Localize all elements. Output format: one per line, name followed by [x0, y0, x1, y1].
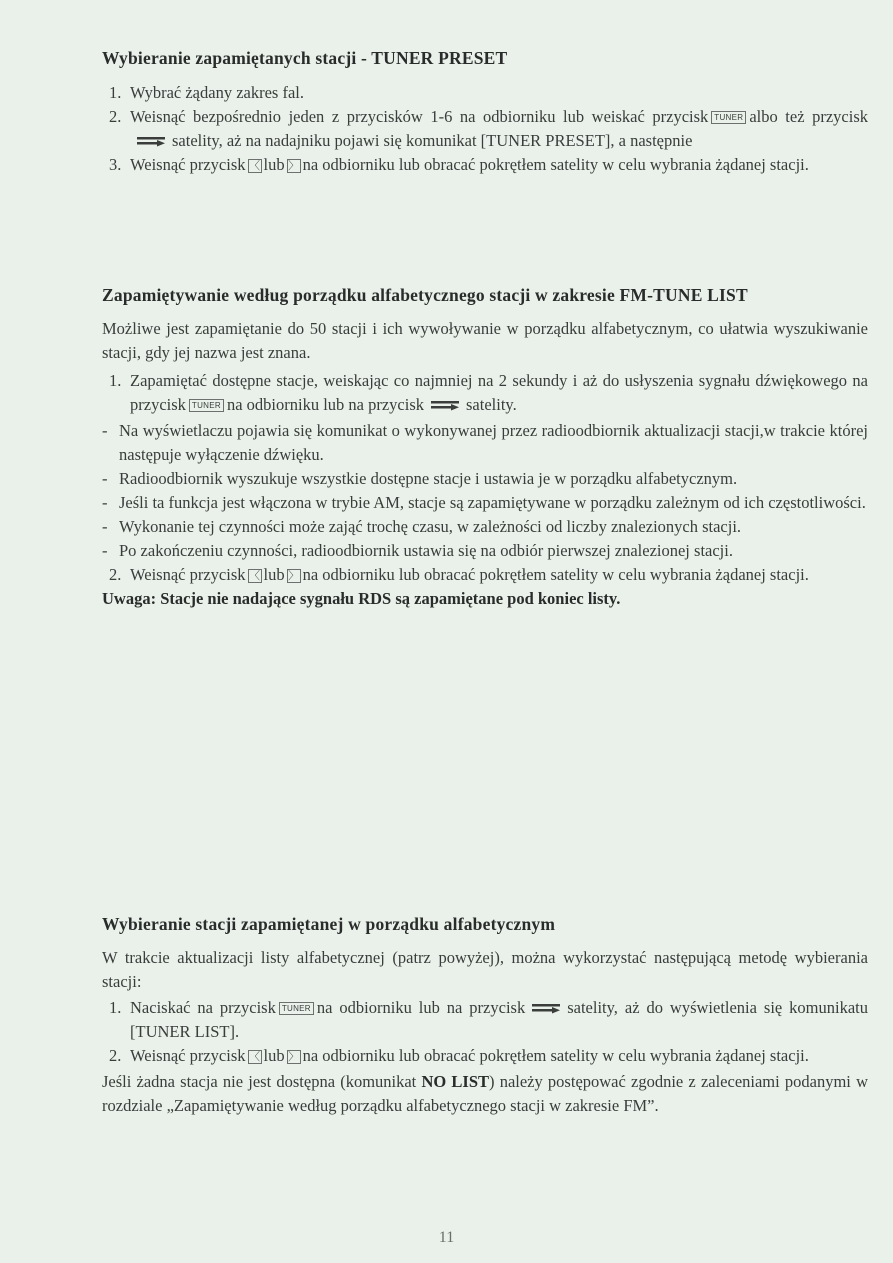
- list-text: lub: [263, 1046, 285, 1065]
- list-number: 1.: [109, 83, 122, 102]
- dash-text: Jeśli ta funkcja jest włączona w trybie AM, stacje są zapamiętywane w porządku zależnym od ich częstotliwości.: [119, 493, 866, 512]
- list-text: Weisnąć przycisk: [130, 565, 246, 584]
- dash-marker: -: [102, 517, 108, 536]
- list-item: [102, 369, 868, 417]
- section-tuner-list: [102, 283, 868, 611]
- dash-item: [102, 467, 868, 491]
- left-arrow-key-icon: 〈: [249, 159, 260, 172]
- tuner-key-icon: TUNER: [279, 1002, 314, 1015]
- list-item: [102, 105, 868, 153]
- left-arrow-key-icon: 〈: [249, 569, 260, 582]
- satellite-control-icon: [531, 1002, 561, 1014]
- outro-bold-text: NO LIST: [421, 1072, 490, 1091]
- list-text: Weisnąć przycisk: [130, 1046, 246, 1065]
- dash-text: Wykonanie tej czynności może zająć trochę czasu, w zależności od liczby znalezionych stacji.: [119, 517, 742, 536]
- section-intro: W trakcie aktualizacji listy alfabetycznej (patrz powyżej), można wykorzystać następującą metodę wybierania stacji:: [102, 948, 868, 991]
- right-arrow-key-icon: 〉: [288, 159, 300, 172]
- list-text: albo też przycisk: [749, 107, 868, 126]
- list-number: 3.: [109, 155, 122, 174]
- note-text: Uwaga: Stacje nie nadające sygnału RDS są zapamiętane pod koniec listy.: [102, 589, 621, 608]
- list-text: Weisnąć bezpośrednio jeden z przycisków 1-6 na odbiorniku lub weiskać przycisk: [130, 107, 709, 126]
- list-text: na odbiorniku lub na przycisk: [226, 395, 425, 414]
- list-number: 2.: [109, 565, 122, 584]
- dash-item: [102, 419, 868, 467]
- tuner-key-icon: TUNER: [189, 399, 224, 412]
- dash-text: Radioodbiornik wyszukuje wszystkie dostępne stacje i ustawia je w porządku alfabetycznym.: [119, 469, 738, 488]
- list-text: Weisnąć przycisk: [130, 155, 246, 174]
- list-text: na odbiorniku lub obracać pokrętłem satelity w celu wybrania żądanej stacji.: [302, 565, 809, 584]
- dash-item: [102, 491, 868, 515]
- list-item: [102, 153, 868, 177]
- section-title-tuner-preset: Wybieranie zapamiętanych stacji - TUNER PRESET: [102, 48, 508, 68]
- page-number: 11: [438, 1229, 455, 1246]
- list-text: lub: [263, 155, 285, 174]
- dash-text: Po zakończeniu czynności, radioodbiornik ustawia się na odbiór pierwszej znalezionej stacji.: [119, 541, 733, 560]
- left-arrow-key-icon: 〈: [249, 1050, 260, 1063]
- list-text: Naciskać na przycisk: [130, 998, 276, 1017]
- list-text: na odbiorniku lub obracać pokrętłem satelity w celu wybrania żądanej stacji.: [302, 155, 809, 174]
- satellite-control-icon: [430, 399, 460, 411]
- list-text: na odbiorniku lub obracać pokrętłem satelity w celu wybrania żądanej stacji.: [302, 1046, 809, 1065]
- section-tuner-preset: [102, 46, 868, 177]
- list-text: satelity, aż do wyświetlenia się komunikatu [TUNER LIST].: [130, 998, 869, 1041]
- section-title-alphabetical-select: Wybieranie stacji zapamiętanej w porządku alfabetycznym: [102, 914, 556, 934]
- section-outro: [102, 1070, 868, 1118]
- section-title-tuner-list: Zapamiętywanie według porządku alfabetycznego stacji w zakresie FM-TUNE LIST: [102, 285, 748, 305]
- list-item: [102, 81, 868, 105]
- dash-list: [102, 419, 868, 563]
- dash-item: [102, 515, 868, 539]
- list-number: 2.: [109, 107, 122, 126]
- dash-marker: -: [102, 469, 108, 488]
- list-item: [102, 563, 868, 587]
- list-text: satelity, aż na nadajniku pojawi się komunikat [TUNER PRESET], a następnie: [172, 131, 693, 150]
- dash-marker: -: [102, 541, 108, 560]
- outro-text: ) należy postępować zgodnie z zaleceniami podanymi w rozdziale „Zapamiętywanie według porządku alfabetycznego stacji w zakresie FM”.: [102, 1072, 868, 1115]
- list-text: Zapamiętać dostępne stacje, weiskając co najmniej na 2 sekundy i aż do usłyszenia sygnału dźwiękowego na przycisk: [130, 371, 868, 414]
- tuner-preset-steps: [102, 81, 868, 177]
- dash-marker: -: [102, 421, 108, 440]
- dash-marker: -: [102, 493, 108, 512]
- list-text: Wybrać żądany zakres fal.: [130, 83, 304, 102]
- right-arrow-key-icon: 〉: [288, 569, 300, 582]
- satellite-control-icon: [136, 135, 166, 147]
- right-arrow-key-icon: 〉: [288, 1050, 300, 1063]
- list-text: satelity.: [466, 395, 517, 414]
- dash-text: Na wyświetlaczu pojawia się komunikat o wykonywanej przez radioodbiornik aktualizacji stacji,w trakcie której następuje wyłączenie dźwięku.: [119, 421, 868, 464]
- list-text: na odbiorniku lub na przycisk: [316, 998, 526, 1017]
- list-item: [102, 996, 868, 1044]
- list-item: [102, 1044, 868, 1068]
- section-alphabetical-select: [102, 912, 868, 1118]
- outro-text: Jeśli żadna stacja nie jest dostępna (komunikat: [102, 1072, 417, 1091]
- section-intro: Możliwe jest zapamiętanie do 50 stacji i ich wywoływanie w porządku alfabetycznym, co ułatwia wyszukiwanie stacji, gdy jej nazwa jest znana.: [102, 319, 868, 362]
- dash-item: [102, 539, 868, 563]
- list-number: 2.: [109, 1046, 122, 1065]
- list-number: 1.: [109, 998, 122, 1017]
- tuner-key-icon: TUNER: [711, 111, 746, 124]
- list-text: lub: [263, 565, 285, 584]
- list-number: 1.: [109, 371, 122, 390]
